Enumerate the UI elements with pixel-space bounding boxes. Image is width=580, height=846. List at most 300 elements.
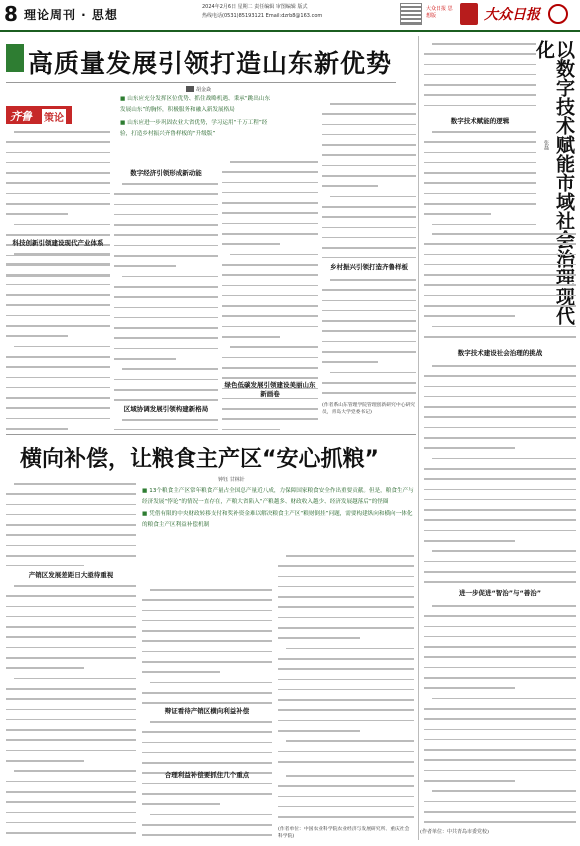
text-line bbox=[142, 762, 272, 769]
article1-subhead-2: 数字经济引领形成新动能 bbox=[130, 169, 202, 177]
text-line bbox=[6, 263, 110, 270]
text-line bbox=[6, 555, 136, 562]
text-line bbox=[424, 447, 576, 454]
text-line bbox=[6, 346, 110, 353]
article2-column-1 bbox=[6, 480, 136, 566]
column-label-tag: 策论 bbox=[42, 109, 66, 124]
text-line bbox=[222, 192, 318, 199]
article1-subhead-1: 科技创新引领建设现代产业体系 bbox=[12, 239, 104, 247]
text-line bbox=[278, 627, 414, 634]
text-line bbox=[6, 822, 136, 829]
text-line bbox=[142, 630, 272, 637]
text-line bbox=[142, 702, 272, 704]
text-line bbox=[424, 780, 576, 787]
text-line bbox=[6, 253, 110, 260]
text-line bbox=[278, 689, 414, 696]
text-line bbox=[322, 361, 416, 368]
text-line bbox=[114, 265, 218, 272]
column-label-text: 齐鲁 bbox=[10, 110, 32, 123]
article2-author: 钟钰 甘林针 bbox=[218, 477, 245, 483]
text-line bbox=[424, 213, 536, 220]
text-line bbox=[142, 793, 272, 800]
text-line bbox=[114, 379, 218, 386]
text-line bbox=[424, 739, 576, 746]
text-line bbox=[6, 407, 110, 414]
text-line bbox=[278, 796, 414, 803]
text-line bbox=[424, 550, 576, 557]
header-info bbox=[202, 3, 322, 21]
article2-subhead-3: 合理利益补偿要抓住几个重点 bbox=[164, 771, 250, 779]
text-line bbox=[424, 84, 536, 91]
text-line bbox=[424, 141, 536, 148]
text-line bbox=[222, 336, 318, 343]
text-line bbox=[6, 801, 136, 808]
text-line bbox=[278, 720, 414, 727]
text-line bbox=[6, 141, 110, 148]
text-line bbox=[322, 382, 416, 389]
text-line bbox=[6, 514, 136, 521]
text-line bbox=[322, 206, 416, 213]
text-line bbox=[278, 730, 414, 737]
text-line bbox=[6, 335, 110, 342]
text-line bbox=[424, 182, 536, 189]
text-line bbox=[222, 243, 318, 250]
text-line bbox=[322, 341, 416, 348]
text-line bbox=[142, 620, 272, 627]
text-line bbox=[222, 315, 318, 322]
text-line bbox=[322, 103, 416, 110]
text-line bbox=[278, 699, 414, 706]
column-divider bbox=[418, 36, 419, 840]
text-line bbox=[6, 504, 136, 511]
text-line bbox=[424, 708, 576, 715]
text-line bbox=[424, 646, 576, 653]
section-title: 理论周刊 · 思想 bbox=[24, 8, 118, 22]
text-line bbox=[424, 254, 576, 261]
text-line bbox=[6, 152, 110, 159]
text-line bbox=[278, 740, 414, 747]
text-line bbox=[114, 389, 218, 396]
text-line bbox=[6, 791, 136, 798]
text-line bbox=[222, 233, 318, 240]
text-line bbox=[222, 202, 318, 209]
text-line bbox=[114, 307, 218, 314]
text-line bbox=[278, 576, 414, 583]
article1-byline-note: (作者系山东管理学院管理创新研究中心研究员，青岛大学党委书记) bbox=[322, 403, 416, 415]
text-line bbox=[222, 223, 318, 230]
text-line bbox=[424, 530, 576, 537]
text-line bbox=[424, 162, 536, 169]
text-line bbox=[424, 499, 576, 506]
article1-column-4b bbox=[322, 276, 416, 400]
text-line bbox=[6, 493, 136, 500]
text-line bbox=[222, 182, 318, 189]
text-line bbox=[6, 719, 136, 726]
text-line bbox=[142, 742, 272, 749]
text-line bbox=[424, 509, 576, 516]
text-line bbox=[222, 398, 318, 405]
text-line bbox=[424, 468, 576, 475]
text-line bbox=[6, 193, 110, 200]
text-line bbox=[6, 565, 136, 566]
article1-subhead-5: 乡村振兴引领打造齐鲁样板 bbox=[330, 263, 408, 271]
article1-subhead-3: 区域协调发展引领构建新格局 bbox=[123, 405, 209, 413]
text-line bbox=[6, 397, 110, 404]
text-line bbox=[424, 615, 576, 622]
text-line bbox=[222, 367, 318, 374]
article-right-subhead-3: 进一步促进“智治”与“善治” bbox=[458, 589, 542, 597]
text-line bbox=[6, 203, 110, 210]
text-line bbox=[322, 300, 416, 307]
text-line bbox=[114, 317, 218, 324]
app-icon bbox=[460, 3, 478, 25]
text-line bbox=[278, 761, 414, 768]
text-line bbox=[322, 113, 416, 120]
text-line bbox=[322, 392, 416, 399]
text-line bbox=[424, 172, 536, 179]
text-line bbox=[142, 783, 272, 790]
article-right-subhead-1: 数字技术赋能的逻辑 bbox=[450, 117, 510, 125]
text-line bbox=[424, 224, 536, 228]
text-line bbox=[6, 131, 110, 138]
article-right-title: 以数字技术赋能市域社会治理现代化 bbox=[533, 40, 575, 325]
summary-item: ■ 山东应充分发挥区位优势、抓住战略机遇、秉承“跳出山东发展山东”的胸怀，积极服务和融入新发展格局 bbox=[120, 94, 272, 116]
text-line bbox=[6, 832, 136, 839]
text-line bbox=[278, 606, 414, 613]
text-line bbox=[6, 315, 110, 322]
text-line bbox=[424, 152, 536, 159]
article1-author: 胡金焱 bbox=[196, 87, 212, 93]
text-line bbox=[114, 193, 218, 200]
text-line bbox=[424, 396, 576, 403]
article1-summary bbox=[120, 94, 272, 142]
text-line bbox=[322, 320, 416, 327]
text-line bbox=[424, 386, 576, 393]
text-line bbox=[322, 279, 416, 286]
text-line bbox=[114, 399, 218, 402]
text-line bbox=[424, 519, 576, 526]
text-line bbox=[114, 255, 218, 262]
text-line bbox=[424, 656, 576, 663]
text-line bbox=[222, 264, 318, 271]
text-line bbox=[424, 790, 576, 797]
text-line bbox=[222, 212, 318, 219]
text-line bbox=[424, 581, 576, 584]
text-line bbox=[278, 658, 414, 665]
text-line bbox=[278, 565, 414, 572]
text-line bbox=[424, 770, 576, 777]
text-line bbox=[6, 387, 110, 394]
summary-item: ■ 13个粮食主产区常年粮食产量占全国总产量近八成，力保障国家粮食安全作出重要贡献。但是，粮食生产与经济发展“悖论”的情况一直存在，产粮大省陷入“产粮越多、财政收入越少、经济发展越落后”的怪圈 bbox=[142, 486, 414, 508]
article2-summary bbox=[142, 486, 414, 532]
text-line bbox=[424, 427, 576, 434]
text-line bbox=[322, 196, 416, 203]
text-line bbox=[142, 682, 272, 689]
text-line bbox=[6, 304, 110, 311]
article2-column-2 bbox=[142, 586, 272, 704]
text-line bbox=[278, 637, 414, 644]
text-line bbox=[6, 224, 110, 231]
text-line bbox=[222, 305, 318, 312]
article2-title: 横向补偿，让粮食主产区“安心抓粮” bbox=[20, 447, 379, 472]
article2-column-1b bbox=[6, 582, 136, 840]
text-line bbox=[114, 224, 218, 231]
newspaper-logo: 大众日报 bbox=[484, 7, 540, 23]
article1-subhead-4: 绿色低碳发展引领建设美丽山东新画卷 bbox=[224, 381, 316, 398]
text-line bbox=[114, 358, 218, 365]
article-right-author: 张磊 bbox=[543, 140, 549, 150]
text-line bbox=[424, 193, 536, 200]
text-line bbox=[6, 325, 110, 332]
text-line bbox=[424, 478, 576, 485]
text-line bbox=[222, 408, 318, 415]
text-line bbox=[424, 677, 576, 684]
headline-marker-icon bbox=[6, 44, 24, 72]
article-right-column-2 bbox=[424, 230, 576, 346]
text-line bbox=[278, 617, 414, 624]
text-line bbox=[142, 721, 272, 728]
article-right-byline-note: (作者单位：中共青岛市委党校) bbox=[420, 829, 489, 835]
text-line bbox=[322, 165, 416, 172]
text-line bbox=[424, 233, 576, 240]
article-right-column-3 bbox=[424, 362, 576, 584]
qr-code-icon bbox=[400, 3, 422, 25]
article2-subhead-2: 辩证看待产销区横向利益补偿 bbox=[164, 707, 250, 715]
text-line bbox=[6, 626, 136, 633]
text-line bbox=[6, 274, 110, 281]
header-info-line1: 2024年2月6日 星期二 责任编辑 审图编辑 版式 bbox=[202, 4, 308, 10]
text-line bbox=[424, 406, 576, 413]
text-line bbox=[6, 636, 136, 643]
text-line bbox=[6, 284, 110, 291]
text-line bbox=[278, 775, 414, 782]
text-line bbox=[114, 204, 218, 211]
text-line bbox=[424, 561, 576, 568]
text-line bbox=[424, 243, 576, 250]
text-line bbox=[424, 131, 536, 138]
text-line bbox=[322, 237, 416, 244]
text-line bbox=[424, 43, 536, 50]
text-line bbox=[424, 718, 576, 725]
text-line bbox=[222, 285, 318, 292]
summary-item: ■ 凭借有限的中央财政转移支付和奖补资金难以解决粮食主产区“粮财倒挂”问题，需要构建纵向和横向一体化的粮食主产区利益补偿机制 bbox=[142, 509, 414, 531]
text-line bbox=[424, 667, 576, 674]
text-line bbox=[222, 357, 318, 364]
text-line bbox=[278, 816, 414, 823]
text-line bbox=[322, 227, 416, 234]
text-line bbox=[322, 372, 416, 379]
text-line bbox=[424, 698, 576, 705]
text-line bbox=[322, 310, 416, 317]
text-line bbox=[6, 294, 110, 301]
text-line bbox=[6, 428, 110, 430]
headline-rule bbox=[6, 82, 396, 83]
article1-column-4 bbox=[322, 100, 416, 258]
text-line bbox=[424, 315, 576, 322]
text-line bbox=[6, 667, 136, 674]
text-line bbox=[222, 429, 318, 430]
text-line bbox=[6, 750, 136, 757]
text-line bbox=[322, 134, 416, 141]
text-line bbox=[322, 247, 416, 254]
text-line bbox=[222, 346, 318, 353]
text-line bbox=[114, 337, 218, 344]
text-line bbox=[114, 214, 218, 221]
text-line bbox=[142, 731, 272, 738]
text-line bbox=[6, 698, 136, 705]
text-line bbox=[114, 183, 218, 190]
text-line bbox=[6, 585, 136, 592]
text-line bbox=[424, 571, 576, 578]
text-line bbox=[278, 751, 414, 758]
text-line bbox=[222, 274, 318, 281]
text-line bbox=[222, 161, 318, 168]
text-line bbox=[6, 418, 110, 425]
text-line bbox=[424, 53, 536, 60]
text-line bbox=[6, 739, 136, 746]
article1-column-2b bbox=[114, 180, 218, 402]
text-line bbox=[6, 366, 110, 373]
text-line bbox=[424, 489, 576, 496]
text-line bbox=[142, 651, 272, 658]
text-line bbox=[322, 144, 416, 151]
text-line bbox=[424, 365, 576, 372]
text-line bbox=[424, 284, 576, 291]
text-line bbox=[222, 418, 318, 425]
text-line bbox=[6, 616, 136, 623]
text-line bbox=[6, 709, 136, 716]
author-icon bbox=[186, 86, 194, 92]
text-line bbox=[6, 781, 136, 788]
text-line bbox=[6, 770, 136, 777]
text-line bbox=[424, 105, 536, 110]
text-line bbox=[6, 534, 136, 541]
text-line bbox=[6, 524, 136, 531]
header-rule bbox=[0, 30, 580, 32]
text-line bbox=[424, 305, 576, 312]
article-right-column-1b bbox=[424, 128, 536, 228]
text-line bbox=[424, 821, 576, 824]
text-line bbox=[424, 375, 576, 382]
article1-column-2c bbox=[114, 416, 218, 430]
text-line bbox=[6, 356, 110, 363]
text-line bbox=[6, 483, 136, 490]
text-line bbox=[424, 74, 536, 81]
text-line bbox=[222, 295, 318, 302]
text-line bbox=[424, 605, 576, 612]
text-line bbox=[114, 429, 218, 430]
logo-emblem-icon bbox=[548, 4, 568, 24]
text-line bbox=[142, 599, 272, 606]
text-line bbox=[222, 254, 318, 261]
text-line bbox=[424, 274, 576, 281]
article-right-column-1 bbox=[424, 40, 536, 110]
text-line bbox=[142, 640, 272, 647]
text-line bbox=[424, 687, 576, 694]
text-line bbox=[114, 276, 218, 283]
text-line bbox=[278, 596, 414, 603]
text-line bbox=[6, 595, 136, 602]
text-line bbox=[278, 668, 414, 675]
text-line bbox=[142, 610, 272, 617]
article2-subhead-1: 产销区发展差距日大亟待重视 bbox=[28, 571, 114, 579]
text-line bbox=[424, 811, 576, 818]
qr-label: 大众日报 思想版 bbox=[426, 6, 453, 19]
text-line bbox=[222, 171, 318, 178]
text-line bbox=[6, 182, 110, 189]
article1-column-1b bbox=[6, 250, 110, 430]
text-line bbox=[6, 377, 110, 384]
text-line bbox=[142, 834, 272, 840]
article-right-subhead-2: 数字技术建设社会治理的挑战 bbox=[457, 349, 543, 357]
text-line bbox=[322, 289, 416, 296]
text-line bbox=[6, 606, 136, 613]
text-line bbox=[142, 661, 272, 668]
article-right-column-4 bbox=[424, 602, 576, 824]
text-line bbox=[6, 678, 136, 685]
text-line bbox=[278, 709, 414, 716]
text-line bbox=[424, 416, 576, 423]
text-line bbox=[114, 245, 218, 252]
text-line bbox=[424, 626, 576, 633]
article1-title: 高质量发展引领打造山东新优势 bbox=[28, 49, 393, 78]
summary-item: ■ 山东应进一步巩固农业大省优势，学习运用“千万工程”经验，打造乡村振兴齐鲁样板的“升级版” bbox=[120, 118, 272, 140]
text-line bbox=[6, 162, 110, 169]
article2-column-2b bbox=[142, 718, 272, 840]
text-line bbox=[6, 657, 136, 664]
text-line bbox=[142, 803, 272, 810]
text-line bbox=[322, 351, 416, 358]
text-line bbox=[424, 636, 576, 643]
text-line bbox=[114, 368, 218, 375]
text-line bbox=[6, 688, 136, 695]
text-line bbox=[278, 785, 414, 792]
text-line bbox=[322, 185, 416, 192]
text-line bbox=[278, 648, 414, 655]
text-line bbox=[424, 264, 576, 271]
masthead bbox=[0, 0, 580, 30]
article2-column-3b bbox=[278, 772, 414, 824]
article2-byline-note: (作者单位：中国农业科学院农业经济与发展研究所、重庆社会科学院) bbox=[278, 827, 410, 839]
text-line bbox=[424, 729, 576, 736]
text-line bbox=[322, 175, 416, 182]
text-line bbox=[114, 296, 218, 303]
text-line bbox=[424, 759, 576, 766]
text-line bbox=[424, 336, 576, 343]
text-line bbox=[424, 801, 576, 808]
text-line bbox=[114, 327, 218, 334]
header-info-line2: 热线电话(0531)85193121 Email:dzrb8@163.com bbox=[202, 13, 323, 19]
text-line bbox=[114, 234, 218, 241]
text-line bbox=[424, 437, 576, 444]
text-line bbox=[424, 749, 576, 756]
text-line bbox=[322, 154, 416, 161]
text-line bbox=[6, 213, 110, 220]
text-line bbox=[142, 824, 272, 831]
text-line bbox=[322, 330, 416, 337]
text-line bbox=[278, 806, 414, 813]
text-line bbox=[424, 295, 576, 302]
text-line bbox=[424, 326, 576, 333]
text-line bbox=[142, 692, 272, 699]
text-line bbox=[424, 458, 576, 465]
text-line bbox=[322, 216, 416, 223]
text-line bbox=[6, 812, 136, 819]
text-line bbox=[6, 172, 110, 179]
text-line bbox=[6, 545, 136, 552]
text-line bbox=[424, 540, 576, 547]
page-number: 8 bbox=[4, 2, 18, 26]
